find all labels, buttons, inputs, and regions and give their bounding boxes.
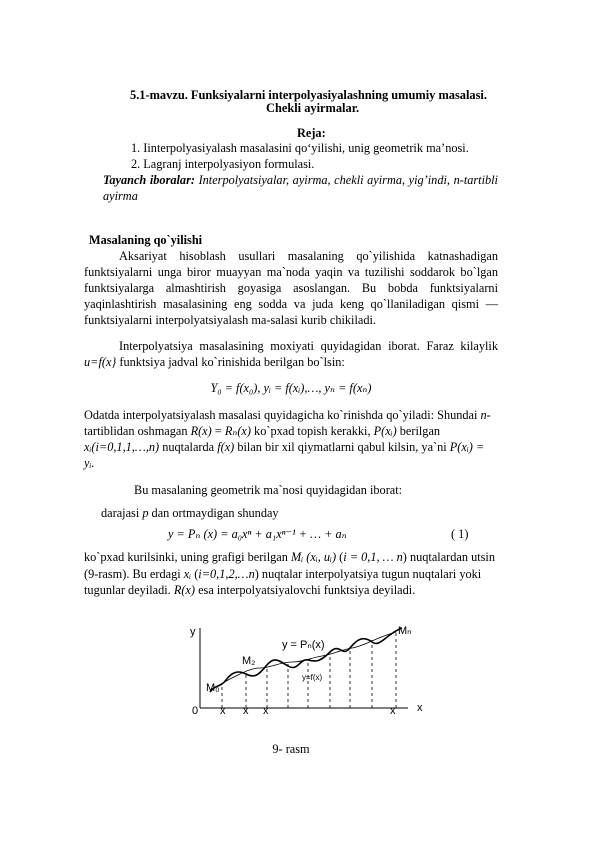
- p5-l1-a: ko`pxad kurilsinki, uning grafigi berilgan: [84, 550, 291, 564]
- p5-line-3: [84, 582, 415, 598]
- p3-l2-d: berilgan: [396, 424, 441, 438]
- figure-caption: 9- rasm: [272, 742, 310, 756]
- p3-l2-c: ko`pxad topish kerakki,: [250, 424, 374, 438]
- p3-l1-n: n-: [480, 408, 491, 422]
- m0-label: M₀: [206, 682, 220, 694]
- p1-line-3: funktsiyalarga almashtirish goyasiga asoslangan. Bu bobda funktsiyalarni: [84, 281, 498, 295]
- formula-table: Y₀ = f(x₀), yᵢ = f(xᵢ),…, yₙ = f(xₙ): [210, 381, 372, 395]
- keywords-label: Tayanch iboralar:: [103, 173, 195, 187]
- eq-number: ( 1): [451, 527, 469, 541]
- p5-l3-rx: R(x): [173, 583, 195, 597]
- p5-line-2: [84, 566, 481, 582]
- m2-label: M₂: [242, 655, 256, 667]
- pn-label: y = Pₙ(x): [282, 639, 325, 651]
- keywords-line-1: [103, 172, 498, 188]
- p3-l3-b: bilan bir xil qiymatlarni qabul kilsin, ya`ni: [234, 440, 450, 454]
- p3-l3-fx: f(x): [217, 440, 235, 454]
- p2-line-1: Interpolyatsiya masalasining moxiyati quyidagidan iborat. Faraz kilaylik: [119, 339, 498, 353]
- p3-line-4: yᵢ.: [84, 456, 95, 470]
- p3-l2-rnx: Rₙ(x): [224, 424, 251, 438]
- p3-l3-pxi: P(xᵢ) =: [449, 440, 485, 454]
- section-heading: Masalaning qo`yilishi: [89, 233, 203, 247]
- p1-line-5: funktsiyalarni interpolyatsiyalash ma-salasi kurib chikiladi.: [84, 313, 376, 327]
- p4-line-2: [101, 505, 279, 521]
- p4-line-1: Bu masalaning geometrik ma`nosi quyidagidan iborat:: [134, 483, 403, 497]
- p3-l2-b: =: [211, 424, 225, 438]
- p1-line-1: Aksariyat hisoblash usullari masalaning qo`yilishida katnashadigan: [119, 249, 498, 263]
- p5-l2-b: (: [191, 567, 199, 581]
- plan-heading: Reja:: [297, 126, 326, 140]
- p5-l1-mi: Mᵢ (xᵢ, uᵢ): [290, 550, 337, 564]
- p5-l2-c: ) nuqtalar interpolyatsiya tugun nuqtalari yoki: [254, 567, 482, 581]
- p5-l3-a: tugunlar deyiladi.: [84, 583, 174, 597]
- keywords-text: Interpolyatsiyalar, ayirma, chekli ayirma, yig’indi, n-tartibli: [194, 173, 498, 187]
- page-title: 5.1-mavzu. Funksiyalarni interpolyasiyalashning umumiy masalasi.: [130, 88, 487, 102]
- p3-l2-pxi: P(xᵢ): [373, 424, 397, 438]
- p5-l2-range: i=0,1,2,…n: [198, 567, 255, 581]
- p4-l2-b: dan ortmaydigan shunday: [148, 506, 279, 520]
- p3-line-3: [84, 439, 484, 455]
- p5-l2-a: (9-rasm). Bu erdagi: [84, 567, 184, 581]
- p2-fx: u=f(x}: [84, 355, 117, 369]
- p5-l1-c: ) nuqtalardan utsin: [402, 550, 495, 564]
- p5-line-1: [84, 549, 495, 565]
- p1-line-4: yaqinlashtirish masalasining eng sodda va juda keng qo`llaniladigan qismi —: [84, 297, 498, 311]
- plan-item-1: 1. Iinterpolyasiyalash masalasini qo‘yilishi, unig geometrik ma’nosi.: [131, 141, 469, 155]
- p3-l2-rx: R(x): [190, 424, 212, 438]
- x-tick-3: x: [263, 705, 269, 717]
- fx-label: y=f(x): [302, 673, 323, 682]
- p1-line-2: funktsiyalarni unga biror muayyan ma`noda yaqin va tuzilishi soddarok bo`lgan: [84, 265, 498, 279]
- p2-rest: funktsiya jadval ko`rinishida berilgan bo`lsin:: [116, 355, 345, 369]
- p3-l1-a: Odatda interpolyatsiyalash masalasi quyidagicha ko`rinishda qo`yiladi: Shundai: [84, 408, 481, 422]
- p3-line-2: [84, 423, 440, 439]
- x-axis-label: x: [417, 702, 423, 714]
- p4-l2-a: darajasi: [101, 506, 143, 520]
- mn-label: Mₙ: [398, 625, 412, 637]
- page-subtitle: Chekli ayirmalar.: [266, 101, 360, 115]
- p3-l2-a: tartiblidan oshmagan: [84, 424, 191, 438]
- p5-l3-b: esa interpolyatsiyalovchi funktsiya deyiladi.: [195, 583, 416, 597]
- p5-l2-xi: xᵢ: [183, 567, 192, 581]
- p3-l3-a: nuqtalarda: [159, 440, 218, 454]
- poly-formula: y = Pₙ (x) = a₀xⁿ + a₁xⁿ⁻¹ + … + aₙ: [168, 527, 347, 541]
- p5-l1-range: i = 0,1, … n: [343, 550, 403, 564]
- plan-item-2: 2. Lagranj interpolyasiyon formulasi.: [131, 157, 315, 171]
- x-tick-n: x: [390, 705, 396, 717]
- x-tick-2: x: [243, 705, 249, 717]
- p3-l3-xi: xᵢ(i=0,1,1,…,n): [84, 440, 160, 454]
- x-tick-1: x: [220, 705, 226, 717]
- p4-l2-p: p: [142, 506, 149, 520]
- p5-l1-b: (: [336, 550, 344, 564]
- p3-line-1: [84, 407, 491, 423]
- y-axis-label: y: [190, 626, 196, 638]
- p2-line-2: [84, 354, 345, 370]
- keywords-line-2: ayirma: [103, 189, 138, 203]
- origin-label: 0: [192, 705, 199, 717]
